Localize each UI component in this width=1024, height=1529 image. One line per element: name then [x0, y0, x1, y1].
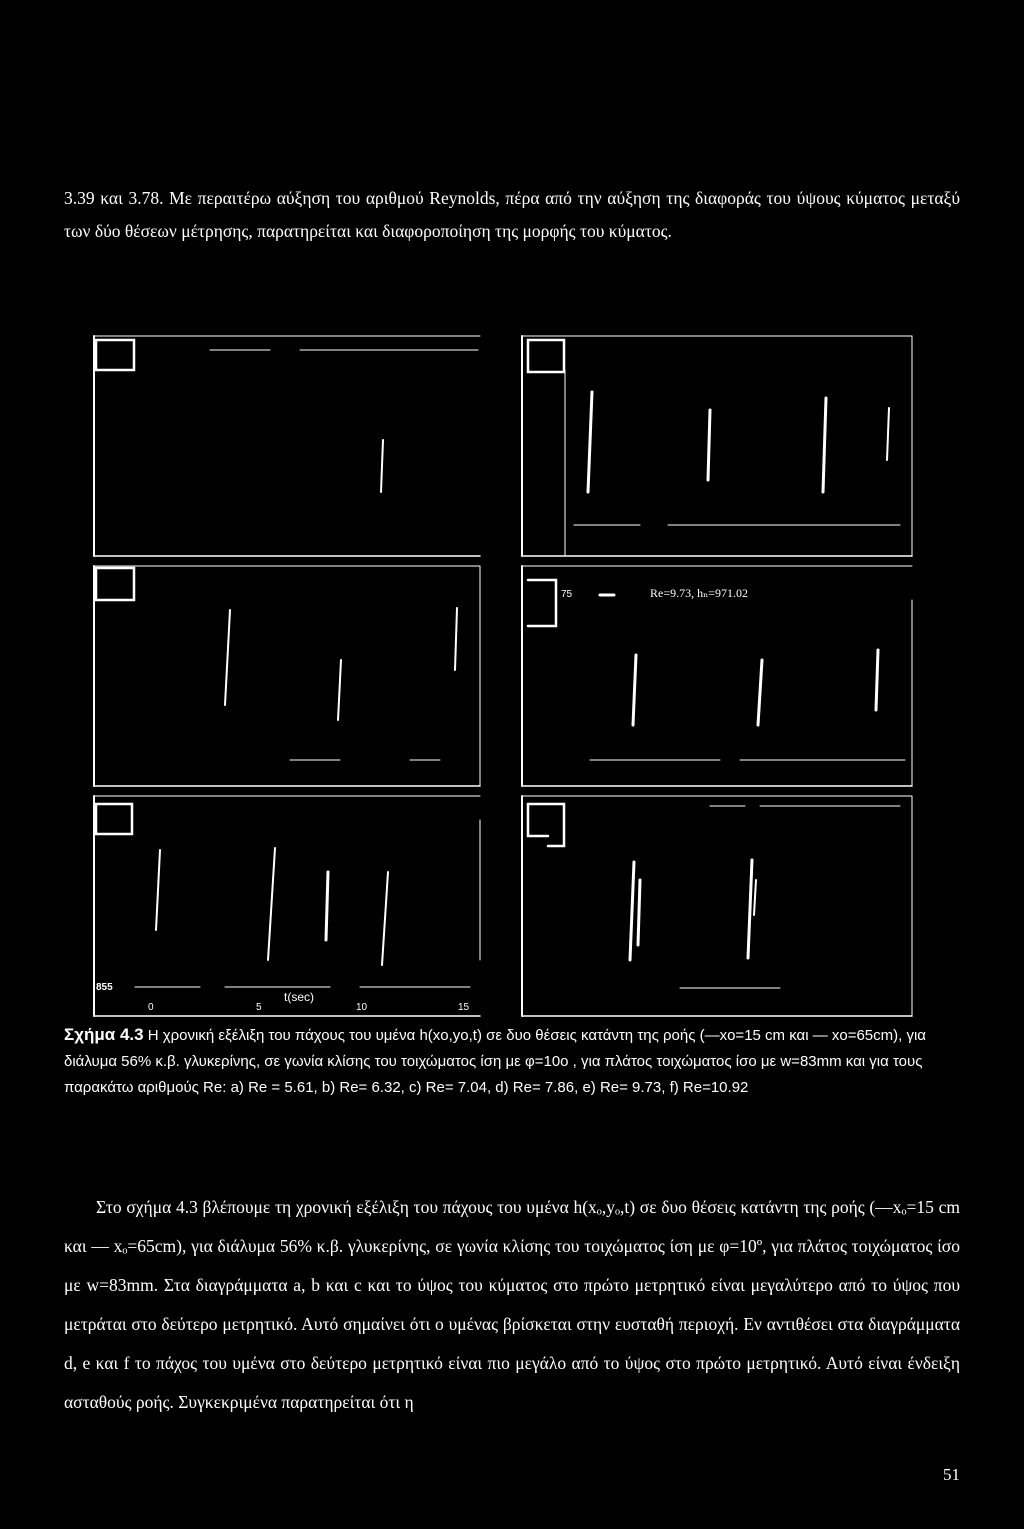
caption-text: Η χρονική εξέλιξη του πάχους του υμένα h(xo,yo,t) σε δυο θέσεις κατάντη της ροής (—xo=15 cm και — xo=65cm), για διάλυμα 56% κ.β. γλυκερίνης, σε γωνία κλίσης του τοιχώματος ίση με φ=10ο , για πλάτος τοιχώματος ίσο με w=83mm και για τους παρακάτω αριθμούς Re: a) Re = 5.61, b) Re= 6.32, c) Re= 7.04, d) Re= 7.86, e) Re= 9.73, f) Re=10.92: [64, 1027, 926, 1096]
panel-f: [522, 796, 912, 1016]
panel-e: [94, 796, 480, 1016]
panel-d: [522, 566, 912, 786]
x-tick-5: 5: [256, 1002, 262, 1013]
x-axis-label: t(sec): [284, 990, 314, 1004]
body-paragraph: Στο σχήμα 4.3 βλέπουμε τη χρονική εξέλιξη του πάχους του υμένα h(xₒ,yₒ,t) σε δυο θέσεις κατάντη της ροής (—xₒ=15 cm και — xₒ=65cm), για διάλυμα 56% κ.β. γλυκερίνης, σε γωνία κλίσης του τοιχώματος ίση με φ=10º, για πλάτος τοιχώματος ίσο με w=83mm. Στα διαγράμματα a, b και c και το ύψος του κύματος στο πρώτο μετρητικό είναι μεγαλύτερο από το ύψος που μετράται στο δεύτερο μετρητικό. Αυτό σημαίνει ότι ο υμένας βρίσκεται στην ευσταθή περιοχή. Εν αντιθέσει στα διαγράμματα d, e και f το πάχος του υμένα στο δεύτερο μετρητικό είναι πιο μεγάλο από το ύψος στο πρώτο μετρητικό. Αυτό είναι ένδειξη ασταθούς ροής. Συγκεκριμένα παρατηρείται ότι η: [64, 1197, 960, 1412]
panel-a: [94, 336, 480, 556]
x-tick-0: 0: [148, 1002, 154, 1013]
panel-c: [94, 566, 480, 786]
panel-b: [522, 336, 912, 556]
x-tick-10: 10: [356, 1002, 368, 1013]
figure-caption: [64, 1022, 964, 1101]
intro-paragraph: 3.39 και 3.78. Με περαιτέρω αύξηση του αριθμού Reynolds, πέρα από την αύξηση της διαφοράς του ύψους κύματος μεταξύ των δύο θέσεων μέτρησης, παρατηρείται και διαφοροποίηση της μορφής του κύματος.: [64, 188, 960, 241]
x-tick-15: 15: [458, 1002, 470, 1013]
page-number: 51: [943, 1465, 960, 1484]
caption-label: Σχήμα 4.3: [64, 1025, 144, 1044]
panel-e-y-tick: 75: [561, 589, 573, 600]
panel-y-label-855: 855: [96, 982, 113, 993]
panel-e-legend: Re=9.73, hₙ=971.02: [650, 586, 749, 600]
